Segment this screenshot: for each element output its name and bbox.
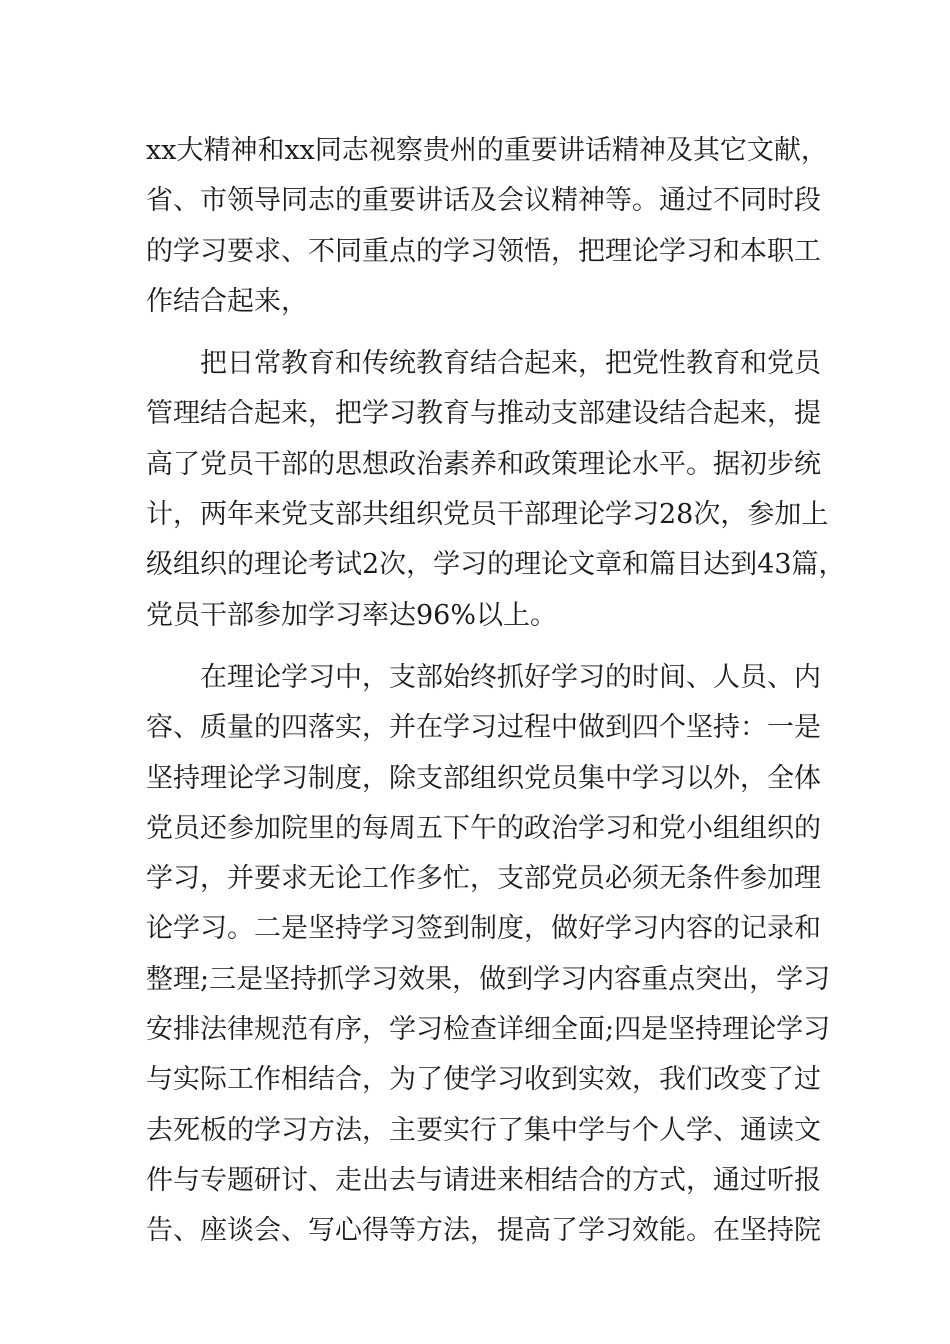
paragraph-line: 件与专题研讨、走出去与请进来相结合的方式，通过听报 (146, 1164, 821, 1196)
paragraph-line: 去死板的学习方法，主要实行了集中学与个人学、通读文 (146, 1114, 821, 1146)
paragraph-1 (146, 126, 828, 327)
paragraph-line: 党员还参加院里的每周五下午的政治学习和党小组组织的 (146, 812, 821, 844)
paragraph-line: 级组织的理论考试2次，学习的理论文章和篇目达到43篇， (146, 549, 846, 581)
paragraph-line: 在理论学习中，支部始终抓好学习的时间、人员、内 (200, 661, 821, 693)
paragraph-line: 的学习要求、不同重点的学习领悟，把理论学习和本职工 (146, 235, 821, 267)
paragraph-line: 把日常教育和传统教育结合起来，把党性教育和党员 (200, 348, 821, 380)
paragraph-line: 省、市领导同志的重要讲话及会议精神等。通过不同时段 (146, 185, 821, 217)
paragraph-line: 党员干部参加学习率达96%以上。 (146, 599, 558, 631)
paragraph-3 (146, 653, 831, 1257)
paragraph-line: 高了党员干部的思想政治素养和政策理论水平。据初步统 (146, 448, 821, 480)
paragraph-line: 作结合起来， (146, 285, 308, 317)
paragraph-line: 与实际工作相结合，为了使学习收到实效，我们改变了过 (146, 1064, 821, 1096)
paragraph-line: 坚持理论学习制度，除支部组织党员集中学习以外，全体 (146, 762, 821, 794)
paragraph-line: 计，两年来党支部共组织党员干部理论学习28次，参加上 (146, 499, 829, 531)
paragraph-line: xx大精神和xx同志视察贵州的重要讲话精神及其它文献， (146, 135, 828, 166)
paragraph-line: 管理结合起来，把学习教育与推动支部建设结合起来，提 (146, 398, 821, 430)
paragraph-line: 论学习。二是坚持学习签到制度，做好学习内容的记录和 (146, 913, 821, 945)
paragraph-line: 安排法律规范有序，学习检查详细全面;四是坚持理论学习 (146, 1014, 831, 1046)
document-body (146, 126, 846, 1257)
paragraph-line: 告、座谈会、写心得等方法，提高了学习效能。在坚持院 (146, 1215, 821, 1247)
paragraph-line: 学习，并要求无论工作多忙，支部党员必须无条件参加理 (146, 863, 821, 895)
paragraph-2 (146, 339, 846, 641)
paragraph-line: 容、质量的四落实，并在学习过程中做到四个坚持：一是 (146, 712, 821, 744)
paragraph-line: 整理;三是坚持抓学习效果，做到学习内容重点突出，学习 (146, 963, 831, 995)
